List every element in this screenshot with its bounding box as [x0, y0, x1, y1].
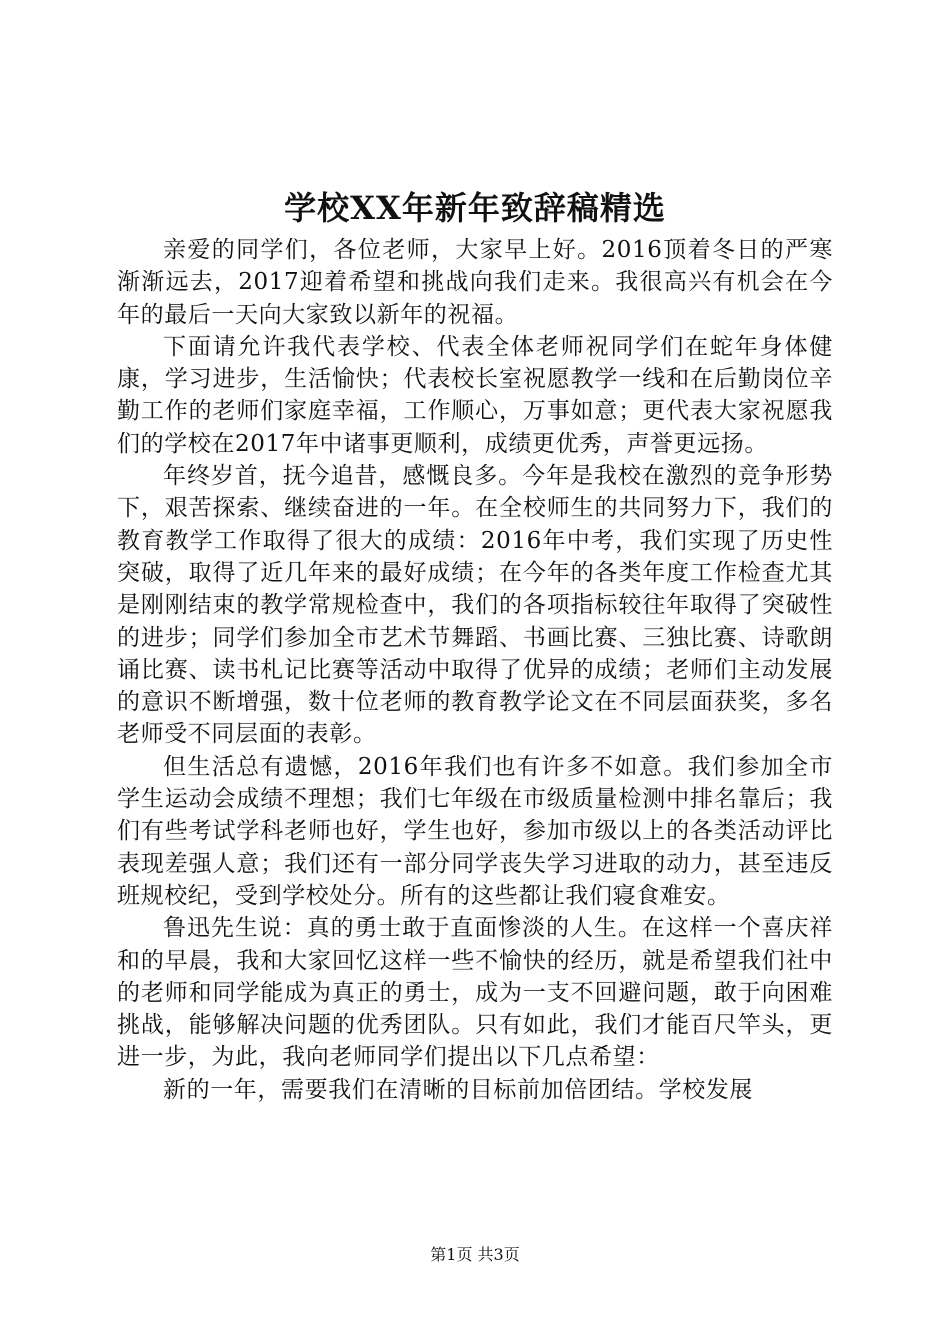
document-body: [117, 234, 833, 1106]
paragraph-achievements: 年终岁首，抚今追昔，感慨良多。今年是我校在激烈的竞争形势下，艰苦探索、继续奋进的一年。在全校师生的共同努力下，我们的教育教学工作取得了很大的成绩：2016年中考，我们实现了历史性突破，取得了近几年来的最好成绩；在今年的各类年度工作检查尤其是刚刚结束的教学常规检查中，我们的各项指标较往年取得了突破性的进步；同学们参加全市艺术节舞蹈、书画比赛、三独比赛、诗歌朗诵比赛、读书札记比赛等活动中取得了优异的成绩；老师们主动发展的意识不断增强，数十位老师的教育教学论文在不同层面获奖，多名老师受不同层面的表彰。: [117, 463, 833, 748]
paragraph-regrets: 但生活总有遗憾，2016年我们也有许多不如意。我们参加全市学生运动会成绩不理想；我们七年级在市级质量检测中排名靠后；我们有些考试学科老师也好，学生也好，参加市级以上的各类活动评比表现差强人意；我们还有一部分同学丧失学习进取的动力，甚至违反班规校纪，受到学校处分。所有的这些都让我们寝食难安。: [117, 753, 833, 909]
paragraph-new-year-goals: 新的一年，需要我们在清晰的目标前加倍团结。学校发展: [163, 1076, 753, 1103]
paragraph-greeting: 亲爱的同学们，各位老师，大家早上好。2016顶着冬日的严寒渐渐远去，2017迎着希望和挑战向我们走来。我很高兴有机会在今年的最后一天向大家致以新年的祝福。: [117, 237, 833, 328]
document-title: 学校XX年新年致辞稿精选: [284, 189, 666, 227]
paragraph-lu-xun-quote: 鲁迅先生说：真的勇士敢于直面惨淡的人生。在这样一个喜庆祥和的早晨，我和大家回忆这样一些不愉快的经历，就是希望我们社中的老师和同学能成为真正的勇士，成为一支不回避问题，敢于向困难挑战，能够解决问题的优秀团队。只有如此，我们才能百尺竿头，更进一步，为此，我向老师同学们提出以下几点希望：: [117, 915, 833, 1071]
page-number-footer: 第1页 共3页: [430, 1245, 520, 1264]
paragraph-wishes: 下面请允许我代表学校、代表全体老师祝同学们在蛇年身体健康，学习进步，生活愉快；代表校长室祝愿教学一线和在后勤岗位辛勤工作的老师们家庭幸福，工作顺心，万事如意；更代表大家祝愿我们的学校在2017年中诸事更顺利，成绩更优秀，声誉更远扬。: [117, 333, 833, 457]
